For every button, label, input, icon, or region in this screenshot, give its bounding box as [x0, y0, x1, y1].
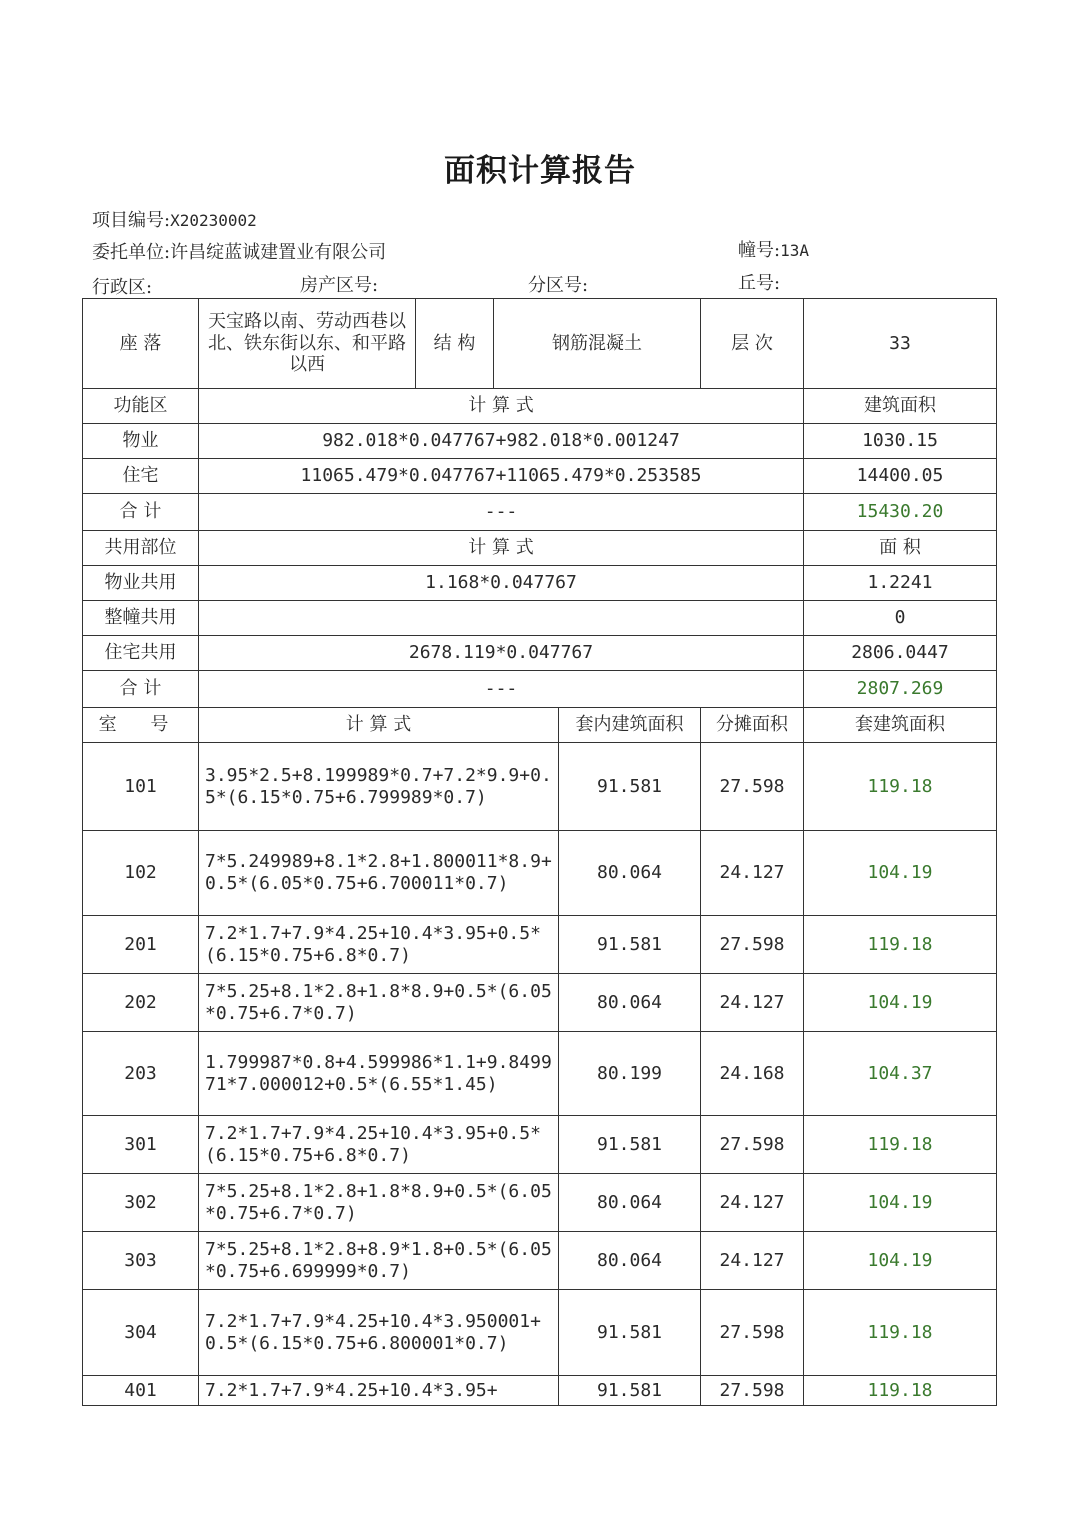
shared-row-name: 物业共用: [83, 566, 199, 601]
functional-total-formula: ---: [199, 494, 804, 531]
shared-total-formula: ---: [199, 671, 804, 708]
room-formula: 7*5.25+8.1*2.8+1.8*8.9+0.5*(6.05*0.75+6.7*0.7): [199, 1174, 559, 1232]
room-total-area: 104.19: [804, 831, 997, 916]
room-total-area: 119.18: [804, 743, 997, 831]
functional-row-name: 物业: [83, 424, 199, 459]
functional-row: [83, 459, 997, 494]
shared-row: [83, 566, 997, 601]
rooms-header-formula: 计 算 式: [199, 708, 559, 743]
location-label: 座 落: [83, 299, 199, 389]
hill-number-label: 丘号:: [738, 273, 781, 294]
rooms-header-no: 室 号: [83, 708, 199, 743]
functional-header-row: [83, 389, 997, 424]
room-number: 202: [83, 974, 199, 1032]
room-shared-area: 24.168: [701, 1032, 804, 1116]
room-number: 102: [83, 831, 199, 916]
room-row: [83, 743, 997, 831]
room-row: [83, 916, 997, 974]
room-number: 203: [83, 1032, 199, 1116]
room-inner-area: 91.581: [559, 1116, 701, 1174]
room-inner-area: 80.064: [559, 974, 701, 1032]
functional-total-area: 15430.20: [804, 494, 997, 531]
room-number: 302: [83, 1174, 199, 1232]
room-formula: 1.799987*0.8+4.599986*1.1+9.849971*7.000012+0.5*(6.55*1.45): [199, 1032, 559, 1116]
room-number: 401: [83, 1376, 199, 1406]
building-number: [738, 236, 809, 262]
room-formula: 7*5.25+8.1*2.8+1.8*8.9+0.5*(6.05*0.75+6.7*0.7): [199, 974, 559, 1032]
room-number: 303: [83, 1232, 199, 1290]
room-row: [83, 1232, 997, 1290]
shared-header-row: [83, 531, 997, 566]
room-inner-area: 91.581: [559, 743, 701, 831]
shared-row-name: 住宅共用: [83, 636, 199, 671]
room-total-area: 119.18: [804, 1376, 997, 1406]
functional-row-area: 1030.15: [804, 424, 997, 459]
room-inner-area: 80.064: [559, 1232, 701, 1290]
shared-total-row: [83, 671, 997, 708]
room-shared-area: 27.598: [701, 1116, 804, 1174]
building-label: 幢号:: [738, 240, 781, 261]
room-formula: 7.2*1.7+7.9*4.25+10.4*3.950001+0.5*(6.15*0.75+6.800001*0.7): [199, 1290, 559, 1376]
room-formula: 3.95*2.5+8.199989*0.7+7.2*9.9+0.5*(6.15*0.75+6.799989*0.7): [199, 743, 559, 831]
room-inner-area: 91.581: [559, 916, 701, 974]
room-row: [83, 1376, 997, 1406]
room-formula: 7.2*1.7+7.9*4.25+10.4*3.95+0.5*(6.15*0.75+6.8*0.7): [199, 1116, 559, 1174]
room-shared-area: 27.598: [701, 743, 804, 831]
shared-row: [83, 601, 997, 636]
room-shared-area: 24.127: [701, 831, 804, 916]
functional-row-area: 14400.05: [804, 459, 997, 494]
room-row: [83, 831, 997, 916]
functional-row-name: 住宅: [83, 459, 199, 494]
functional-header-name: 功能区: [83, 389, 199, 424]
floors-label: 层 次: [701, 299, 804, 389]
room-shared-area: 24.127: [701, 1174, 804, 1232]
shared-total-area: 2807.269: [804, 671, 997, 708]
functional-total-row: [83, 494, 997, 531]
room-total-area: 119.18: [804, 916, 997, 974]
functional-header-formula: 计 算 式: [199, 389, 804, 424]
room-number: 201: [83, 916, 199, 974]
structure-value: 钢筋混凝土: [494, 299, 701, 389]
client-value: 许昌绽蓝诚建置业有限公司: [170, 242, 387, 263]
room-row: [83, 1174, 997, 1232]
room-shared-area: 27.598: [701, 916, 804, 974]
area-report-table: [82, 298, 997, 1406]
rooms-header-shared: 分摊面积: [701, 708, 804, 743]
shared-row-area: 1.2241: [804, 566, 997, 601]
room-formula: 7.2*1.7+7.9*4.25+10.4*3.95+0.5*(6.15*0.75+6.8*0.7): [199, 916, 559, 974]
room-shared-area: 24.127: [701, 1232, 804, 1290]
location-value: 天宝路以南、劳动西巷以北、铁东街以东、和平路以西: [199, 299, 416, 389]
rooms-header-total: 套建筑面积: [804, 708, 997, 743]
shared-row: [83, 636, 997, 671]
room-total-area: 104.37: [804, 1032, 997, 1116]
shared-row-name: 整幢共用: [83, 601, 199, 636]
project-number: [92, 206, 257, 232]
shared-row-area: 0: [804, 601, 997, 636]
room-number: 301: [83, 1116, 199, 1174]
shared-row-formula: 2678.119*0.047767: [199, 636, 804, 671]
room-inner-area: 91.581: [559, 1290, 701, 1376]
room-row: [83, 974, 997, 1032]
room-formula: 7*5.249989+8.1*2.8+1.800011*8.9+0.5*(6.05*0.75+6.700011*0.7): [199, 831, 559, 916]
room-shared-area: 27.598: [701, 1376, 804, 1406]
shared-total-label: 合 计: [83, 671, 199, 708]
shared-header-formula: 计 算 式: [199, 531, 804, 566]
info-row: [83, 299, 997, 389]
floors-value: 33: [804, 299, 997, 389]
rooms-header-inner: 套内建筑面积: [559, 708, 701, 743]
room-inner-area: 80.199: [559, 1032, 701, 1116]
functional-header-area: 建筑面积: [804, 389, 997, 424]
room-total-area: 104.19: [804, 1174, 997, 1232]
building-value: 13A: [780, 241, 809, 260]
room-inner-area: 80.064: [559, 831, 701, 916]
room-total-area: 119.18: [804, 1290, 997, 1376]
room-row: [83, 1290, 997, 1376]
shared-header-name: 共用部位: [83, 531, 199, 566]
structure-label: 结 构: [416, 299, 494, 389]
room-shared-area: 27.598: [701, 1290, 804, 1376]
room-inner-area: 80.064: [559, 1174, 701, 1232]
client-unit: [92, 238, 386, 264]
room-row: [83, 1032, 997, 1116]
shared-row-formula: [199, 601, 804, 636]
room-total-area: 104.19: [804, 1232, 997, 1290]
functional-row-formula: 11065.479*0.047767+11065.479*0.253585: [199, 459, 804, 494]
room-shared-area: 24.127: [701, 974, 804, 1032]
room-formula: 7.2*1.7+7.9*4.25+10.4*3.95+: [199, 1376, 559, 1406]
shared-row-area: 2806.0447: [804, 636, 997, 671]
sub-zone-label: 分区号:: [528, 275, 589, 296]
project-number-label: 项目编号:: [92, 210, 171, 231]
project-number-value: X20230002: [170, 211, 257, 230]
room-total-area: 119.18: [804, 1116, 997, 1174]
room-number: 304: [83, 1290, 199, 1376]
property-zone-label: 房产区号:: [300, 275, 379, 296]
rooms-header-row: [83, 708, 997, 743]
functional-total-label: 合 计: [83, 494, 199, 531]
page-title: 面积计算报告: [444, 153, 636, 189]
functional-row: [83, 424, 997, 459]
shared-header-area: 面 积: [804, 531, 997, 566]
district-label: 行政区:: [92, 277, 153, 298]
client-label: 委托单位:: [92, 242, 171, 263]
shared-row-formula: 1.168*0.047767: [199, 566, 804, 601]
room-total-area: 104.19: [804, 974, 997, 1032]
room-formula: 7*5.25+8.1*2.8+8.9*1.8+0.5*(6.05*0.75+6.699999*0.7): [199, 1232, 559, 1290]
room-inner-area: 91.581: [559, 1376, 701, 1406]
functional-row-formula: 982.018*0.047767+982.018*0.001247: [199, 424, 804, 459]
room-row: [83, 1116, 997, 1174]
room-number: 101: [83, 743, 199, 831]
